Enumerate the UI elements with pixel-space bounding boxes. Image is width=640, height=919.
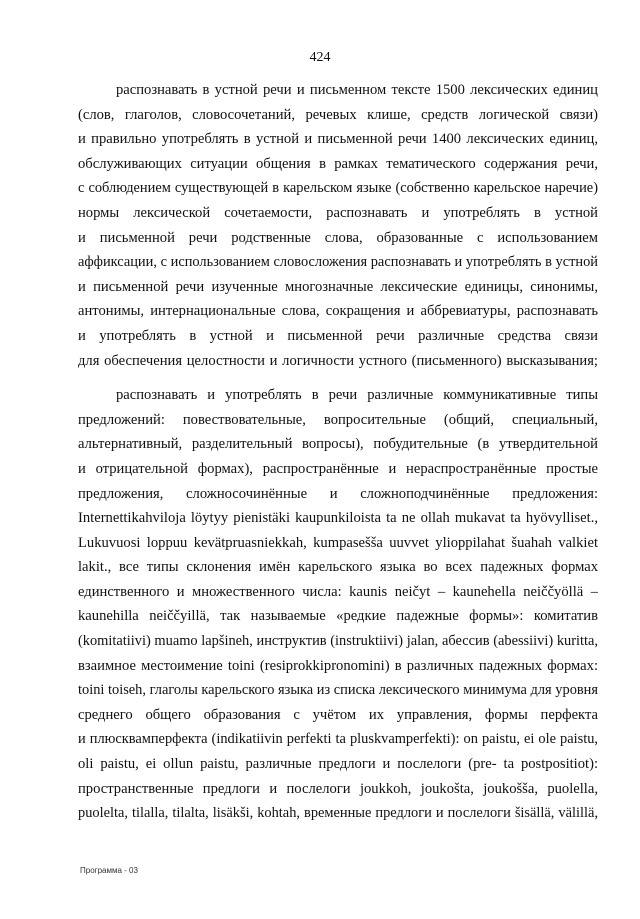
text-line: Lukuvuosi loppuu kevätpruasniekkah, kumpasešša uuvvet ylioppilahat šuahah valkiet [78, 534, 598, 551]
text-line: lakit., все типы склонения имён карельского языка во всех падежных формах [78, 559, 598, 576]
page-footer: Программа - 03 [80, 866, 138, 875]
text-line: puolelta, tilalla, tilalta, lisäkši, kohtah, временные предлоги и послелоги šisällä, välillä, [78, 805, 598, 822]
paragraph-lexical-skills [78, 78, 598, 373]
text-line: аффиксации, с использованием словосложения распознавать и употреблять в устной [78, 254, 598, 271]
page-number: 424 [309, 50, 331, 65]
text-line: и употреблять в устной и письменной речи различные средства связи [78, 327, 598, 344]
text-line: взаимное местоимение toini (resiprokkipronomini) в различных падежных формах: [78, 657, 598, 674]
text-line: нормы лексической сочетаемости, распознавать и употреблять в устной [78, 204, 598, 221]
text-line: kaunehilla neiččyillä, так называемые «редкие падежные формы»: комитатив [78, 608, 598, 625]
text-line: распознавать в устной речи и письменном тексте 1500 лексических единиц [116, 82, 598, 98]
text-line: альтернативный, разделительный вопросы), побудительные (в утвердительной [78, 436, 598, 453]
text-line: единственного и множественного числа: kaunis neičyt – kaunehella neiččyöllä – [78, 583, 598, 600]
text-line: Internettikahviloja löytyy pienistäki kaupunkiloista ta ne ollah mukavat ta hyövylliset., [78, 510, 598, 527]
paragraph-grammar-skills [78, 383, 598, 826]
text-line: (komitatiivi) muamo lapšineh, инструктив (instruktiivi) jalan, абессив (abessiivi) kuritta, [78, 633, 598, 650]
text-line: и письменной речи изученные многозначные лексические единицы, синонимы, [78, 278, 598, 295]
text-line: и письменной речи родственные слова, образованные с использованием [78, 229, 598, 246]
text-line: toini toiseh, глаголы карельского языка из списка лексического минимума для уровня [78, 682, 598, 699]
text-line: для обеспечения целостности и логичности устного (письменного) высказывания; [78, 352, 598, 369]
text-line: пространственные предлоги и послелоги joukkoh, joukošta, joukošša, puolella, [78, 780, 598, 797]
text-line: с соблюдением существующей в карельском языке (собственно карельское наречие) [78, 180, 598, 197]
text-line: обслуживающих ситуации общения в рамках тематического содержания речи, [78, 155, 598, 172]
text-line: и правильно употреблять в устной и письменной речи 1400 лексических единиц, [78, 131, 598, 148]
text-line: oli paistu, ei ollun paistu, различные предлоги и послелоги (pre- ta postpositiot): [78, 756, 598, 773]
text-line: предложений: повествовательные, вопросительные (общий, специальный, [78, 411, 598, 428]
text-line: предложения, сложносочинённые и сложноподчинённые предложения: [78, 485, 598, 502]
text-line: и плюсквамперфекта (indikatiivin perfekti ta pluskvamperfekti): on paistu, ei ole paistu, [78, 731, 598, 748]
text-line: распознавать и употреблять в речи различные коммуникативные типы [116, 387, 598, 404]
text-line: среднего общего образования с учётом их управления, формы перфекта [78, 706, 598, 723]
text-line: и отрицательной формах), распространённые и нераспространённые простые [78, 460, 598, 477]
text-line: антонимы, интернациональные слова, сокращения и аббревиатуры, распознавать [78, 303, 598, 320]
body-text [78, 78, 598, 826]
text-line: (слов, глаголов, словосочетаний, речевых клише, средств логической связи) [78, 106, 598, 123]
